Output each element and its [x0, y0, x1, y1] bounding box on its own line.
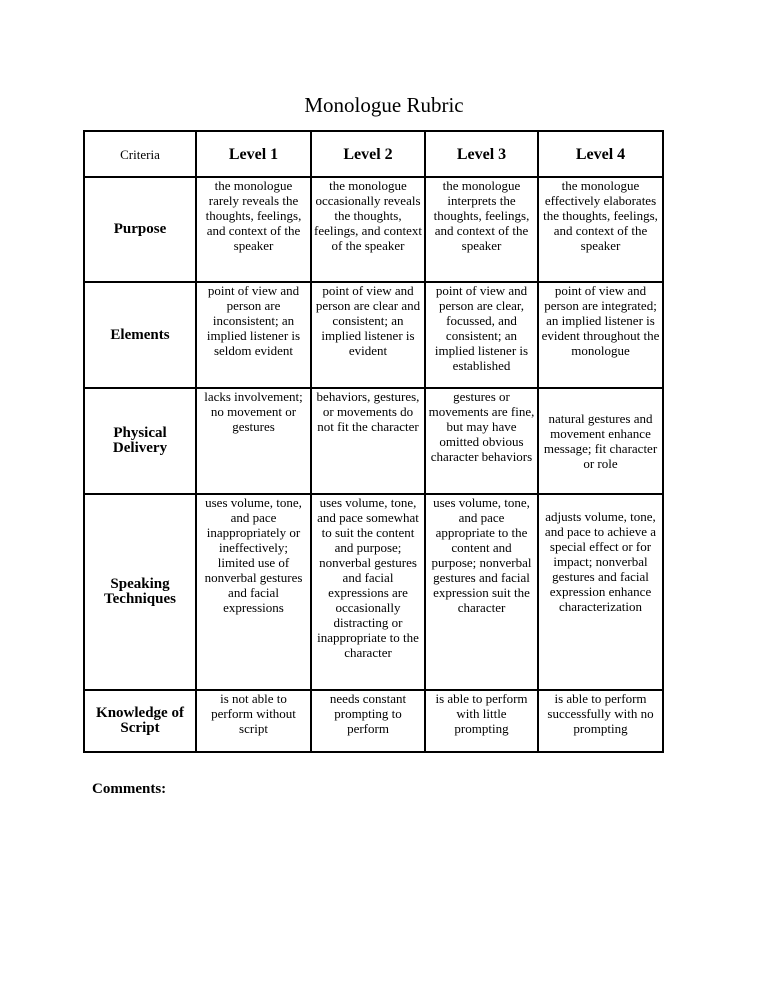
- comments-label: Comments:: [92, 781, 167, 797]
- rubric-cell: the monologue rarely reveals the thoughts, feelings, and context of the speaker: [196, 177, 311, 282]
- rubric-cell: point of view and person are inconsistent; an implied listener is seldom evident: [196, 282, 311, 388]
- table-row: [84, 282, 663, 388]
- criterion-purpose: Purpose: [84, 177, 196, 282]
- rubric-cell: behaviors, gestures, or movements do not fit the character: [311, 388, 425, 494]
- table-row: [84, 494, 663, 690]
- rubric-cell: is not able to perform without script: [196, 690, 311, 752]
- rubric-cell: adjusts volume, tone, and pace to achieve a special effect or for impact; nonverbal gestures and facial expression enhance characterization: [538, 494, 663, 690]
- level-4-header: Level 4: [538, 131, 663, 177]
- rubric-cell: the monologue effectively elaborates the thoughts, feelings, and context of the speaker: [538, 177, 663, 282]
- rubric-cell: uses volume, tone, and pace appropriate to the content and purpose; nonverbal gestures and facial expression suit the character: [425, 494, 538, 690]
- page-title: Monologue Rubric: [304, 93, 464, 117]
- level-1-header: Level 1: [196, 131, 311, 177]
- rubric-cell: lacks involvement; no movement or gestures: [196, 388, 311, 494]
- rubric-cell: uses volume, tone, and pace inappropriately or ineffectively; limited use of nonverbal gestures and facial expressions: [196, 494, 311, 690]
- rubric-cell: gestures or movements are fine, but may have omitted obvious character behaviors: [425, 388, 538, 494]
- level-3-header: Level 3: [425, 131, 538, 177]
- rubric-cell: natural gestures and movement enhance message; fit character or role: [538, 388, 663, 494]
- rubric-cell: point of view and person are clear, focussed, and consistent; an implied listener is established: [425, 282, 538, 388]
- rubric-cell: the monologue interprets the thoughts, feelings, and context of the speaker: [425, 177, 538, 282]
- rubric-cell: is able to perform with little prompting: [425, 690, 538, 752]
- rubric-table: [83, 130, 664, 753]
- criterion-knowledge-of-script: Knowledge of Script: [84, 690, 196, 752]
- table-row: [84, 690, 663, 752]
- rubric-cell: is able to perform successfully with no prompting: [538, 690, 663, 752]
- criteria-header: Criteria: [84, 131, 196, 177]
- rubric-cell: the monologue occasionally reveals the thoughts, feelings, and context of the speaker: [311, 177, 425, 282]
- criterion-elements: Elements: [84, 282, 196, 388]
- rubric-cell: uses volume, tone, and pace somewhat to suit the content and purpose; nonverbal gestures and facial expressions are occasionally distracting or inappropriate to the character: [311, 494, 425, 690]
- header-row: [84, 131, 663, 177]
- table-row: [84, 177, 663, 282]
- criterion-physical-delivery: Physical Delivery: [84, 388, 196, 494]
- rubric-cell: point of view and person are integrated; an implied listener is evident throughout the monologue: [538, 282, 663, 388]
- level-2-header: Level 2: [311, 131, 425, 177]
- criterion-speaking-techniques: Speaking Techniques: [84, 494, 196, 690]
- rubric-cell: needs constant prompting to perform: [311, 690, 425, 752]
- rubric-cell: point of view and person are clear and consistent; an implied listener is evident: [311, 282, 425, 388]
- table-row: [84, 388, 663, 494]
